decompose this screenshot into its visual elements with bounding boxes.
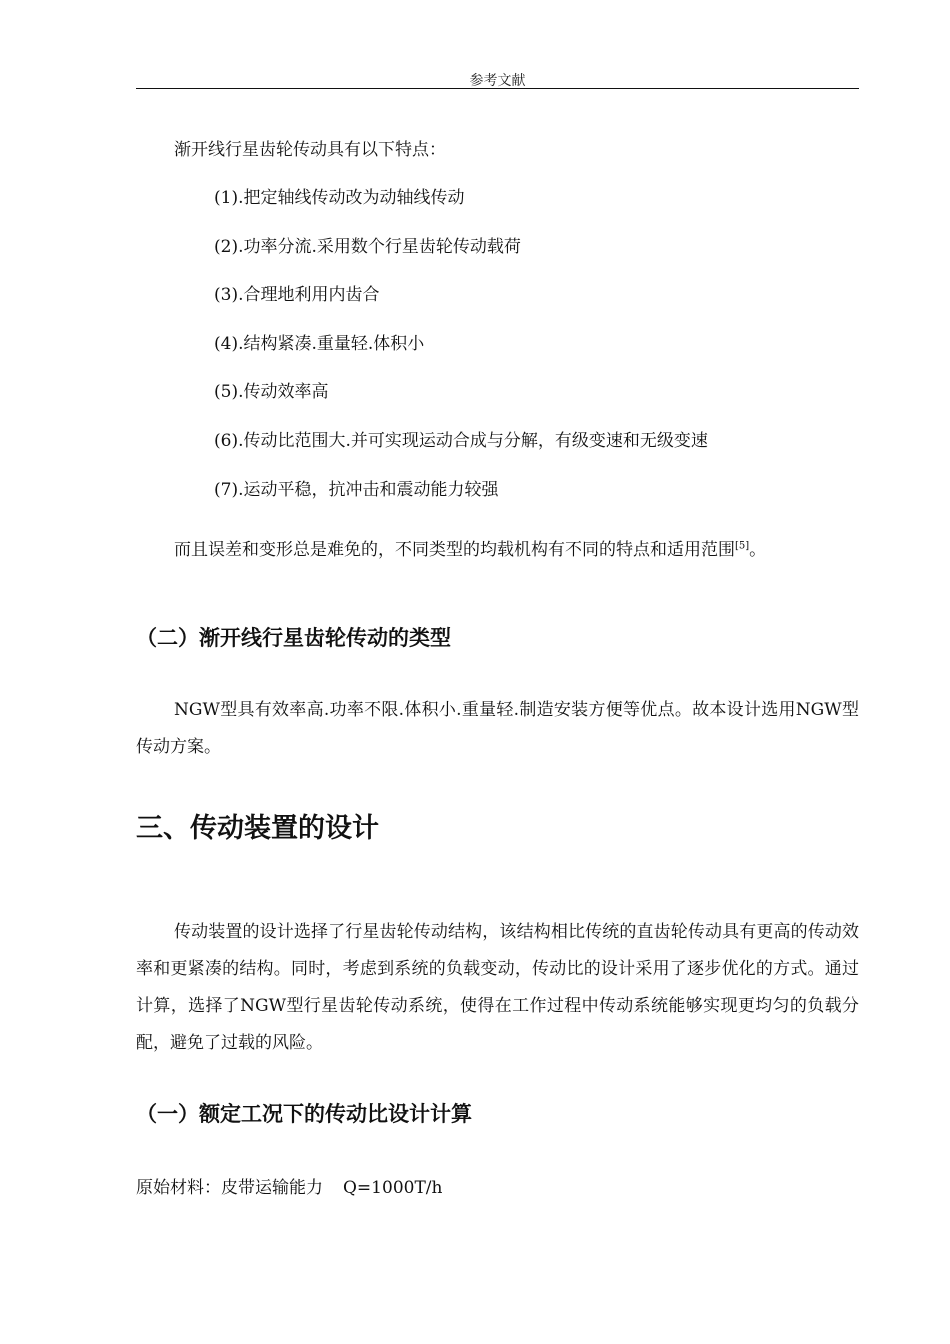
page-header: 参考文献: [469, 73, 526, 89]
material-label: 原始材料：皮带运输能力: [136, 1178, 323, 1198]
feature-item-3: (3).合理地利用内齿合: [214, 285, 380, 305]
feature-item-1: (1).把定轴线传动改为动轴线传动: [214, 188, 465, 208]
feature-item-6: (6).传动比范围大.并可实现运动合成与分解，有级变速和无级变速: [214, 431, 708, 451]
feature-item-7: (7).运动平稳，抗冲击和震动能力较强: [214, 480, 499, 500]
features-intro: 渐开线行星齿轮传动具有以下特点：: [174, 140, 446, 160]
feature-item-5: (5).传动效率高: [214, 382, 329, 402]
features-note: [174, 538, 766, 562]
features-note-text: 而且误差和变形总是难免的，不同类型的均载机构有不同的特点和适用范围: [174, 540, 735, 560]
section-heading-ratio: （一）额定工况下的传动比设计计算: [136, 1102, 472, 1126]
header-rule: [136, 88, 859, 89]
features-note-end: 。: [749, 540, 767, 560]
citation-ref[interactable]: [5]: [735, 540, 750, 552]
section-heading-types: （二）渐开线行星齿轮传动的类型: [136, 626, 451, 650]
types-paragraph: NGW型具有效率高.功率不限.体积小.重量轻.制造安装方便等优点。故本设计选用NGW型传动方案。: [136, 700, 859, 757]
feature-item-4: (4).结构紧凑.重量轻.体积小: [214, 334, 425, 354]
chapter-paragraph: 传动装置的设计选择了行星齿轮传动结构，该结构相比传统的直齿轮传动具有更高的传动效率和更紧凑的结构。同时，考虑到系统的负载变动，传动比的设计采用了逐步优化的方式。通过计算，选择了NGW型行星齿轮传动系统，使得在工作过程中传动系统能够实现更均匀的负载分配，避免了过载的风险。: [136, 922, 859, 1053]
material-line: [136, 1176, 442, 1200]
material-value: Q=1000T/h: [343, 1178, 443, 1198]
chapter-heading: 三、传动装置的设计: [136, 813, 379, 844]
feature-item-2: (2).功率分流.采用数个行星齿轮传动载荷: [214, 237, 521, 257]
